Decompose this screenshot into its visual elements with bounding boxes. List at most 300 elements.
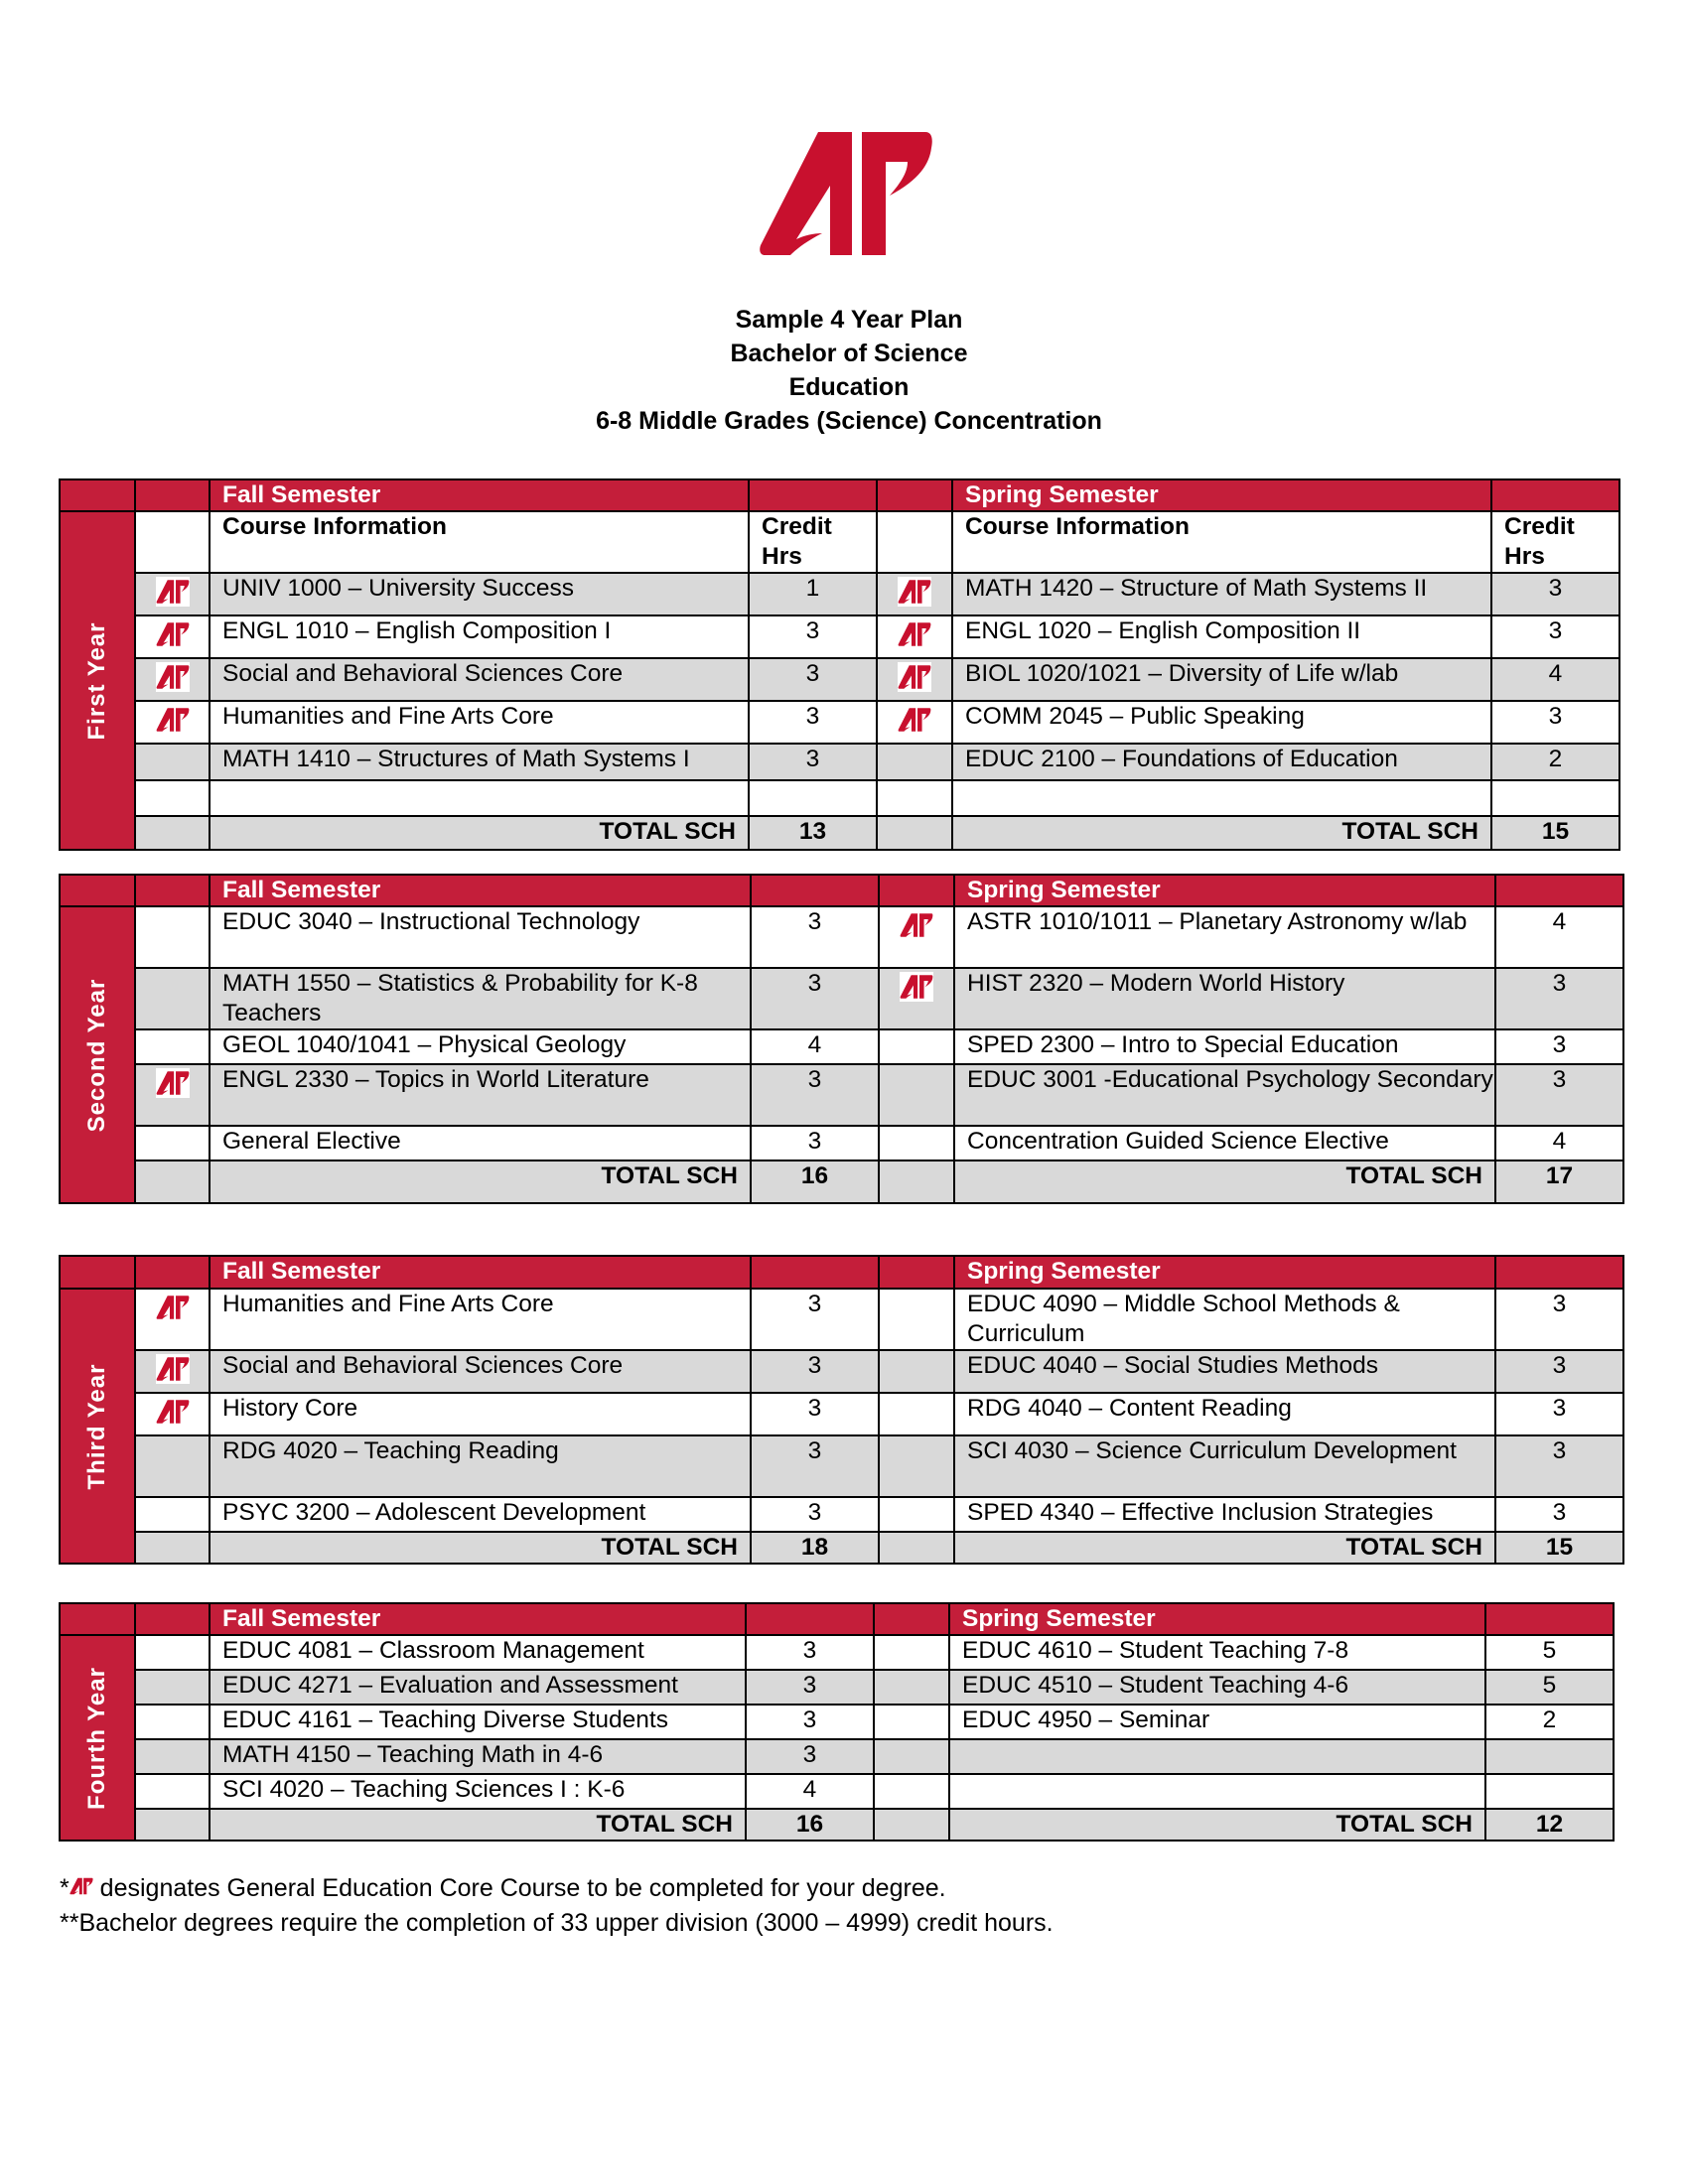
credit-hours: 3 bbox=[1552, 1395, 1567, 1422]
spring-credit-hrs-cell bbox=[1491, 701, 1619, 744]
core-course-icon bbox=[156, 1354, 190, 1384]
spring-core-icon-cell bbox=[879, 906, 954, 968]
spring-total-value-cell bbox=[1491, 816, 1619, 850]
fall-course-cell bbox=[210, 1350, 751, 1393]
header-spacer bbox=[60, 875, 135, 906]
total-sch-value: 16 bbox=[795, 1811, 824, 1838]
credit-hours: 3 bbox=[1548, 617, 1563, 644]
fall-course-cell bbox=[210, 1670, 746, 1705]
fall-semester-header bbox=[210, 875, 751, 906]
apsu-logo bbox=[757, 124, 935, 263]
fall-course-cell bbox=[210, 1393, 751, 1435]
fall-credit-hrs-cell bbox=[751, 1393, 879, 1435]
course-name: GEOL 1040/1041 – Physical Geology bbox=[222, 1031, 627, 1058]
credit-hours: 3 bbox=[1548, 575, 1563, 602]
fall-core-icon-cell bbox=[135, 615, 210, 658]
header-spacer bbox=[1495, 1256, 1623, 1289]
core-course-icon bbox=[900, 972, 933, 1002]
total-row bbox=[60, 1160, 1623, 1203]
spring-credit-hrs-cell bbox=[1495, 906, 1623, 968]
course-row bbox=[60, 1635, 1614, 1670]
fall-credit-hrs-cell bbox=[751, 1350, 879, 1393]
spring-credit-hrs-cell bbox=[1491, 744, 1619, 780]
spring-course-cell bbox=[949, 1635, 1485, 1670]
course-name: COMM 2045 – Public Speaking bbox=[965, 703, 1305, 730]
course-name: MATH 1420 – Structure of Math Systems II bbox=[965, 575, 1428, 602]
course-name: History Core bbox=[222, 1395, 358, 1422]
course-name: SPED 2300 – Intro to Special Education bbox=[967, 1031, 1399, 1058]
course-name: MATH 1550 – Statistics & Probability for K-8 Teachers bbox=[222, 970, 698, 1026]
fall-course-cell bbox=[210, 573, 749, 615]
header-spacer bbox=[874, 1603, 949, 1635]
core-course-icon bbox=[156, 1397, 190, 1427]
fall-core-icon-cell bbox=[135, 701, 210, 744]
spring-total-label-cell bbox=[954, 1160, 1495, 1203]
fall-core-icon-cell bbox=[135, 1497, 210, 1532]
fall-credit-hrs-cell bbox=[749, 744, 877, 780]
core-course-icon bbox=[898, 577, 931, 607]
spring-course-cell bbox=[952, 744, 1491, 780]
course-info-label: Course Information bbox=[965, 513, 1190, 540]
spring-course-cell bbox=[952, 615, 1491, 658]
credit-hours: 3 bbox=[807, 1352, 822, 1379]
spring-semester-label: Spring Semester bbox=[967, 1258, 1161, 1285]
course-row bbox=[60, 1705, 1614, 1739]
spring-semester-label: Spring Semester bbox=[967, 877, 1161, 903]
fall-credit-hrs-cell bbox=[746, 1635, 874, 1670]
spring-credit-hrs-cell bbox=[1495, 1126, 1623, 1160]
fall-semester-label: Fall Semester bbox=[222, 1605, 381, 1632]
fall-course-cell bbox=[210, 968, 751, 1029]
spring-credit-hrs-cell bbox=[1485, 1774, 1614, 1809]
spring-semester-label: Spring Semester bbox=[965, 481, 1159, 508]
course-name: EDUC 4090 – Middle School Methods & Curriculum bbox=[967, 1291, 1400, 1347]
credit-hours: 3 bbox=[807, 1437, 822, 1464]
total-spacer bbox=[135, 1160, 210, 1203]
fall-core-icon-cell bbox=[135, 1705, 210, 1739]
fall-core-icon-cell bbox=[135, 658, 210, 701]
fall-semester-label: Fall Semester bbox=[222, 877, 381, 903]
total-spacer bbox=[874, 1809, 949, 1841]
hrs-label: Hrs bbox=[762, 543, 802, 570]
year-label: First Year bbox=[83, 621, 110, 740]
fall-course-cell bbox=[210, 1705, 746, 1739]
credit-hours: 3 bbox=[807, 1395, 822, 1422]
spring-credit-hrs-cell bbox=[1485, 1670, 1614, 1705]
year-table bbox=[59, 1255, 1624, 1565]
total-sch-label: TOTAL SCH bbox=[601, 1162, 738, 1189]
course-row bbox=[60, 906, 1623, 968]
credit-hours: 3 bbox=[802, 1637, 817, 1664]
year-label: Fourth Year bbox=[83, 1666, 110, 1810]
course-name: EDUC 4950 – Seminar bbox=[962, 1706, 1210, 1733]
course-row bbox=[60, 573, 1619, 615]
semester-header-row bbox=[60, 875, 1623, 906]
spring-credit-hrs-cell bbox=[1485, 1739, 1614, 1774]
document-title bbox=[0, 303, 1688, 438]
spring-core-icon-cell bbox=[874, 1739, 949, 1774]
spring-semester-header bbox=[954, 875, 1495, 906]
total-sch-label: TOTAL SCH bbox=[596, 1811, 733, 1838]
credit-hours: 3 bbox=[807, 970, 822, 997]
course-name: EDUC 2100 – Foundations of Education bbox=[965, 746, 1398, 772]
spring-course-cell bbox=[954, 1497, 1495, 1532]
credit-hours: 3 bbox=[1552, 1499, 1567, 1526]
fall-course-cell bbox=[210, 906, 751, 968]
spring-total-label-cell bbox=[952, 816, 1491, 850]
fall-course-cell bbox=[210, 744, 749, 780]
credit-hours: 3 bbox=[1548, 703, 1563, 730]
fall-course-cell bbox=[210, 1635, 746, 1670]
total-spacer bbox=[877, 816, 952, 850]
header-spacer bbox=[1485, 1603, 1614, 1635]
spring-credit-hrs-cell bbox=[1491, 615, 1619, 658]
credit-hours: 3 bbox=[1552, 1352, 1567, 1379]
spring-course-cell bbox=[954, 1126, 1495, 1160]
course-name: Humanities and Fine Arts Core bbox=[222, 1291, 554, 1317]
credit-hrs-header bbox=[1491, 511, 1619, 573]
semester-header-row bbox=[60, 1256, 1623, 1289]
fall-total-label-cell bbox=[210, 1160, 751, 1203]
course-name: EDUC 3001 -Educational Psychology Secondary bbox=[967, 1066, 1493, 1093]
spring-semester-label: Spring Semester bbox=[962, 1605, 1156, 1632]
course-name: Concentration Guided Science Elective bbox=[967, 1128, 1389, 1155]
year-table bbox=[59, 874, 1624, 1204]
total-sch-value: 15 bbox=[1545, 1534, 1574, 1561]
course-row bbox=[60, 1289, 1623, 1350]
spring-total-label-cell bbox=[954, 1532, 1495, 1564]
spring-core-icon-cell bbox=[879, 1350, 954, 1393]
fall-core-icon-cell bbox=[135, 1350, 210, 1393]
spring-course-cell bbox=[949, 1774, 1485, 1809]
credit-hours: 4 bbox=[1552, 1128, 1567, 1155]
total-row bbox=[60, 1532, 1623, 1564]
spring-core-icon-cell bbox=[877, 658, 952, 701]
spring-credit-hrs-cell bbox=[1495, 1029, 1623, 1064]
year-label-cell bbox=[60, 906, 135, 1203]
spring-credit-hrs-cell bbox=[1491, 780, 1619, 816]
fall-credit-hrs-cell bbox=[751, 1064, 879, 1126]
fall-core-icon-cell bbox=[135, 780, 210, 816]
fall-credit-hrs-cell bbox=[749, 658, 877, 701]
course-row bbox=[60, 1350, 1623, 1393]
spring-credit-hrs-cell bbox=[1495, 1435, 1623, 1497]
column-header-row bbox=[60, 511, 1619, 573]
header-spacer bbox=[751, 1256, 879, 1289]
course-row bbox=[60, 1774, 1614, 1809]
spring-core-icon-cell bbox=[874, 1774, 949, 1809]
icon-column-header bbox=[135, 511, 210, 573]
total-sch-label: TOTAL SCH bbox=[1341, 818, 1478, 845]
spring-total-value-cell bbox=[1495, 1532, 1623, 1564]
course-info-header bbox=[210, 511, 749, 573]
course-name: RDG 4020 – Teaching Reading bbox=[222, 1437, 559, 1464]
course-name: SPED 4340 – Effective Inclusion Strategies bbox=[967, 1499, 1434, 1526]
credit-hours: 4 bbox=[1548, 660, 1563, 687]
course-name: MATH 4150 – Teaching Math in 4-6 bbox=[222, 1741, 604, 1768]
footnotes bbox=[60, 1871, 1054, 1941]
fall-course-cell bbox=[210, 780, 749, 816]
core-course-icon bbox=[156, 619, 190, 649]
course-row bbox=[60, 1393, 1623, 1435]
fall-course-cell bbox=[210, 1774, 746, 1809]
credit-hours: 1 bbox=[805, 575, 820, 602]
fall-credit-hrs-cell bbox=[746, 1670, 874, 1705]
fall-course-cell bbox=[210, 615, 749, 658]
course-name: ENGL 2330 – Topics in World Literature bbox=[222, 1066, 649, 1093]
total-sch-label: TOTAL SCH bbox=[1345, 1162, 1482, 1189]
credit-hours: 3 bbox=[1552, 970, 1567, 997]
course-name: UNIV 1000 – University Success bbox=[222, 575, 575, 602]
fall-core-icon-cell bbox=[135, 1635, 210, 1670]
spring-credit-hrs-cell bbox=[1495, 1289, 1623, 1350]
spring-course-cell bbox=[954, 1064, 1495, 1126]
credit-hours: 3 bbox=[1552, 1437, 1567, 1464]
fall-credit-hrs-cell bbox=[749, 780, 877, 816]
fall-semester-label: Fall Semester bbox=[222, 1258, 381, 1285]
credit-hrs-header bbox=[749, 511, 877, 573]
spring-credit-hrs-cell bbox=[1485, 1635, 1614, 1670]
course-name: ENGL 1010 – English Composition I bbox=[222, 617, 612, 644]
header-spacer bbox=[879, 1256, 954, 1289]
fall-course-cell bbox=[210, 1064, 751, 1126]
header-spacer bbox=[877, 479, 952, 511]
course-info-header bbox=[952, 511, 1491, 573]
spring-course-cell bbox=[954, 1029, 1495, 1064]
spring-total-value-cell bbox=[1495, 1160, 1623, 1203]
credit-hours: 3 bbox=[1552, 1291, 1567, 1317]
fall-core-icon-cell bbox=[135, 1029, 210, 1064]
spring-course-cell bbox=[952, 701, 1491, 744]
spring-core-icon-cell bbox=[877, 615, 952, 658]
course-name: EDUC 4040 – Social Studies Methods bbox=[967, 1352, 1378, 1379]
fall-core-icon-cell bbox=[135, 906, 210, 968]
course-name: EDUC 4510 – Student Teaching 4-6 bbox=[962, 1672, 1349, 1699]
title-line: Sample 4 Year Plan bbox=[735, 306, 963, 334]
spring-core-icon-cell bbox=[879, 1289, 954, 1350]
course-name: SCI 4020 – Teaching Sciences I : K-6 bbox=[222, 1776, 626, 1803]
credit-hours: 5 bbox=[1542, 1672, 1557, 1699]
fall-course-cell bbox=[210, 658, 749, 701]
credit-hours: 3 bbox=[807, 1128, 822, 1155]
header-spacer bbox=[60, 479, 135, 511]
spring-course-cell bbox=[954, 906, 1495, 968]
fall-credit-hrs-cell bbox=[749, 615, 877, 658]
credit-hours: 3 bbox=[805, 703, 820, 730]
total-sch-label: TOTAL SCH bbox=[1336, 1811, 1473, 1838]
fall-core-icon-cell bbox=[135, 1670, 210, 1705]
spring-core-icon-cell bbox=[879, 1126, 954, 1160]
credit-label: Credit bbox=[1504, 513, 1575, 540]
fall-total-value-cell bbox=[749, 816, 877, 850]
credit-hours: 2 bbox=[1548, 746, 1563, 772]
credit-hours: 3 bbox=[802, 1706, 817, 1733]
title-line: Bachelor of Science bbox=[730, 340, 968, 367]
year-label-cell bbox=[60, 1289, 135, 1564]
credit-hours: 3 bbox=[802, 1672, 817, 1699]
spring-total-label-cell bbox=[949, 1809, 1485, 1841]
course-name: EDUC 4610 – Student Teaching 7-8 bbox=[962, 1637, 1349, 1664]
fall-credit-hrs-cell bbox=[749, 573, 877, 615]
spring-core-icon-cell bbox=[874, 1670, 949, 1705]
credit-label: Credit bbox=[762, 513, 832, 540]
core-course-icon bbox=[898, 662, 931, 692]
course-info-label: Course Information bbox=[222, 513, 447, 540]
course-row bbox=[60, 701, 1619, 744]
fall-total-value-cell bbox=[751, 1160, 879, 1203]
year-table bbox=[59, 478, 1620, 851]
credit-hours: 3 bbox=[807, 1499, 822, 1526]
header-spacer bbox=[751, 875, 879, 906]
spring-core-icon-cell bbox=[879, 1435, 954, 1497]
course-name: Humanities and Fine Arts Core bbox=[222, 703, 554, 730]
course-name: EDUC 4161 – Teaching Diverse Students bbox=[222, 1706, 668, 1733]
spring-semester-header bbox=[952, 479, 1491, 511]
core-course-icon bbox=[156, 705, 190, 735]
course-name: RDG 4040 – Content Reading bbox=[967, 1395, 1292, 1422]
total-sch-value: 18 bbox=[800, 1534, 829, 1561]
spring-core-icon-cell bbox=[879, 1497, 954, 1532]
course-row bbox=[60, 1029, 1623, 1064]
course-row bbox=[60, 1739, 1614, 1774]
total-sch-label: TOTAL SCH bbox=[601, 1534, 738, 1561]
spring-course-cell bbox=[954, 1393, 1495, 1435]
header-spacer bbox=[1491, 479, 1619, 511]
spring-credit-hrs-cell bbox=[1495, 1393, 1623, 1435]
course-name: Social and Behavioral Sciences Core bbox=[222, 1352, 624, 1379]
course-row bbox=[60, 968, 1623, 1029]
spring-course-cell bbox=[949, 1705, 1485, 1739]
course-name: BIOL 1020/1021 – Diversity of Life w/lab bbox=[965, 660, 1399, 687]
fall-core-icon-cell bbox=[135, 1064, 210, 1126]
fall-core-icon-cell bbox=[135, 968, 210, 1029]
semester-header-row bbox=[60, 479, 1619, 511]
credit-hours: 3 bbox=[807, 908, 822, 935]
course-name: EDUC 4271 – Evaluation and Assessment bbox=[222, 1672, 678, 1699]
fall-semester-header bbox=[210, 1603, 746, 1635]
fall-credit-hrs-cell bbox=[749, 701, 877, 744]
course-row bbox=[60, 1670, 1614, 1705]
fall-semester-header bbox=[210, 1256, 751, 1289]
icon-column-header bbox=[877, 511, 952, 573]
fall-core-icon-cell bbox=[135, 744, 210, 780]
spring-course-cell bbox=[952, 658, 1491, 701]
fall-core-icon-cell bbox=[135, 573, 210, 615]
course-name: General Elective bbox=[222, 1128, 401, 1155]
spring-core-icon-cell bbox=[877, 780, 952, 816]
credit-hours: 3 bbox=[807, 1291, 822, 1317]
spring-course-cell bbox=[952, 573, 1491, 615]
year-table bbox=[59, 1602, 1615, 1842]
fall-course-cell bbox=[210, 1739, 746, 1774]
course-name: EDUC 3040 – Instructional Technology bbox=[222, 908, 640, 935]
spring-core-icon-cell bbox=[874, 1705, 949, 1739]
title-line: 6-8 Middle Grades (Science) Concentration bbox=[596, 407, 1102, 435]
spring-credit-hrs-cell bbox=[1495, 1350, 1623, 1393]
total-sch-label: TOTAL SCH bbox=[599, 818, 736, 845]
spring-semester-header bbox=[949, 1603, 1485, 1635]
total-spacer bbox=[879, 1532, 954, 1564]
total-row bbox=[60, 1809, 1614, 1841]
total-spacer bbox=[135, 1532, 210, 1564]
course-name: MATH 1410 – Structures of Math Systems I bbox=[222, 746, 690, 772]
credit-hours: 3 bbox=[802, 1741, 817, 1768]
fall-credit-hrs-cell bbox=[751, 1497, 879, 1532]
spring-total-value-cell bbox=[1485, 1809, 1614, 1841]
core-course-icon bbox=[156, 662, 190, 692]
credit-hours: 3 bbox=[1552, 1066, 1567, 1093]
header-spacer bbox=[1495, 875, 1623, 906]
header-spacer bbox=[135, 1603, 210, 1635]
header-spacer bbox=[135, 875, 210, 906]
spring-credit-hrs-cell bbox=[1491, 573, 1619, 615]
fall-core-icon-cell bbox=[135, 1435, 210, 1497]
header-spacer bbox=[135, 1256, 210, 1289]
fall-core-icon-cell bbox=[135, 1393, 210, 1435]
fall-semester-header bbox=[210, 479, 749, 511]
total-sch-value: 13 bbox=[798, 818, 827, 845]
course-name: EDUC 4081 – Classroom Management bbox=[222, 1637, 644, 1664]
hrs-label: Hrs bbox=[1504, 543, 1545, 570]
credit-hours: 4 bbox=[807, 1031, 822, 1058]
spring-credit-hrs-cell bbox=[1495, 1064, 1623, 1126]
spring-course-cell bbox=[952, 780, 1491, 816]
spring-core-icon-cell bbox=[879, 968, 954, 1029]
fall-credit-hrs-cell bbox=[751, 906, 879, 968]
fall-core-icon-cell bbox=[135, 1774, 210, 1809]
course-row bbox=[60, 1497, 1623, 1532]
total-spacer bbox=[135, 1809, 210, 1841]
fall-total-label-cell bbox=[210, 1809, 746, 1841]
course-row bbox=[60, 658, 1619, 701]
total-row bbox=[60, 816, 1619, 850]
core-course-icon bbox=[898, 705, 931, 735]
spring-core-icon-cell bbox=[874, 1635, 949, 1670]
course-name: SCI 4030 – Science Curriculum Development bbox=[967, 1437, 1457, 1464]
credit-hours: 3 bbox=[805, 746, 820, 772]
spring-core-icon-cell bbox=[877, 744, 952, 780]
total-sch-value: 17 bbox=[1545, 1162, 1574, 1189]
core-course-icon bbox=[156, 1068, 190, 1098]
fall-course-cell bbox=[210, 1126, 751, 1160]
year-label: Third Year bbox=[83, 1363, 110, 1489]
course-row bbox=[60, 744, 1619, 780]
header-spacer bbox=[879, 875, 954, 906]
credit-hours: 3 bbox=[1552, 1031, 1567, 1058]
spring-course-cell bbox=[954, 968, 1495, 1029]
spring-core-icon-cell bbox=[877, 701, 952, 744]
fall-course-cell bbox=[210, 1289, 751, 1350]
spring-core-icon-cell bbox=[879, 1393, 954, 1435]
credit-hours: 5 bbox=[1542, 1637, 1557, 1664]
fall-core-icon-cell bbox=[135, 1289, 210, 1350]
course-row bbox=[60, 780, 1619, 816]
spring-credit-hrs-cell bbox=[1495, 1497, 1623, 1532]
total-sch-value: 16 bbox=[800, 1162, 829, 1189]
spring-course-cell bbox=[949, 1670, 1485, 1705]
header-spacer bbox=[60, 1256, 135, 1289]
spring-course-cell bbox=[954, 1435, 1495, 1497]
fall-credit-hrs-cell bbox=[746, 1705, 874, 1739]
header-spacer bbox=[749, 479, 877, 511]
total-spacer bbox=[879, 1160, 954, 1203]
total-spacer bbox=[135, 816, 210, 850]
fall-course-cell bbox=[210, 1029, 751, 1064]
fall-credit-hrs-cell bbox=[751, 1435, 879, 1497]
total-sch-value: 12 bbox=[1535, 1811, 1564, 1838]
course-name: ENGL 1020 – English Composition II bbox=[965, 617, 1361, 644]
credit-hours: 3 bbox=[807, 1066, 822, 1093]
